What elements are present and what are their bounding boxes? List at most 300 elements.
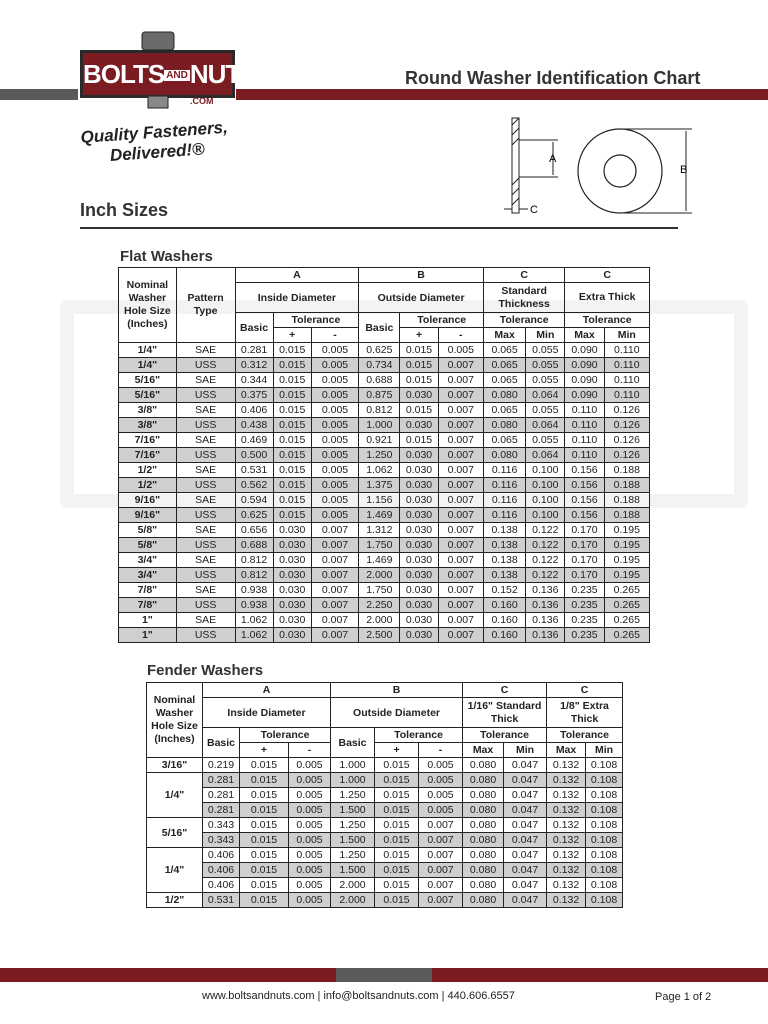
table-cell: 0.170 [565, 523, 604, 538]
table-cell: 0.344 [235, 373, 273, 388]
table-cell: 0.122 [526, 523, 565, 538]
table-cell: SAE [176, 463, 235, 478]
table-cell: 0.030 [400, 508, 438, 523]
table-cell: 1.312 [359, 523, 400, 538]
table-cell: 0.138 [483, 523, 525, 538]
table-cell: 0.055 [526, 403, 565, 418]
table-cell: 0.132 [547, 893, 586, 908]
table-cell: 0.160 [483, 628, 525, 643]
table-cell: 0.015 [375, 803, 419, 818]
table-cell: 7/8" [119, 583, 177, 598]
col-basic-b: Basic [359, 313, 400, 343]
table-cell: 0.343 [203, 833, 240, 848]
table-cell: 2.000 [331, 893, 375, 908]
table-cell: 0.375 [235, 388, 273, 403]
table-cell: 0.110 [565, 448, 604, 463]
col-a: A [235, 268, 359, 283]
table-cell: 0.100 [526, 493, 565, 508]
table-row [147, 758, 623, 773]
section-divider [80, 227, 678, 229]
fender-col-plus-b: + [375, 743, 419, 758]
table-row [119, 523, 650, 538]
table-cell: 0.055 [526, 373, 565, 388]
logo-and: AND [166, 70, 188, 82]
table-cell: USS [176, 568, 235, 583]
table-cell: SAE [176, 343, 235, 358]
table-cell: 0.015 [273, 403, 311, 418]
table-cell: 0.531 [235, 463, 273, 478]
col-c-extra: C [565, 268, 650, 283]
fender-washers-table [146, 682, 623, 908]
table-row [119, 598, 650, 613]
footer-contact[interactable]: www.boltsandnuts.com | info@boltsandnuts.com | 440.606.6557 [202, 990, 515, 1002]
table-cell: SAE [176, 613, 235, 628]
col-plus-a: + [273, 328, 311, 343]
col-minus-b: - [438, 328, 483, 343]
table-cell: 0.195 [604, 538, 649, 553]
table-cell: 0.406 [203, 863, 240, 878]
logo-com: .COM [190, 96, 214, 106]
table-cell: 7/16" [119, 433, 177, 448]
col-tol-a: Tolerance [273, 313, 359, 328]
table-cell: 0.108 [586, 848, 623, 863]
table-cell: 0.015 [273, 448, 311, 463]
table-cell: 0.007 [311, 628, 358, 643]
fender-col-max-c1: Max [463, 743, 504, 758]
table-cell: 0.015 [240, 833, 289, 848]
table-cell: 0.015 [375, 758, 419, 773]
table-cell: SAE [176, 433, 235, 448]
table-row [119, 343, 650, 358]
table-cell: 0.235 [565, 598, 604, 613]
table-cell: 0.688 [235, 538, 273, 553]
table-cell: 0.015 [375, 878, 419, 893]
table-cell: 0.065 [483, 343, 525, 358]
table-cell: 0.030 [400, 598, 438, 613]
table-cell: 0.100 [526, 508, 565, 523]
table-cell: 0.108 [586, 758, 623, 773]
table-cell: 2.500 [359, 628, 400, 643]
table-cell: 0.030 [400, 463, 438, 478]
table-cell: 0.080 [463, 788, 504, 803]
table-cell: USS [176, 508, 235, 523]
col-min-c2: Min [604, 328, 649, 343]
table-cell: 0.195 [604, 568, 649, 583]
table-cell: 0.007 [438, 553, 483, 568]
table-cell: 5/8" [119, 538, 177, 553]
bolt-head-icon [138, 30, 178, 52]
table-row [147, 788, 623, 803]
table-cell: 0.116 [483, 493, 525, 508]
table-cell: 0.110 [604, 358, 649, 373]
table-cell: 0.156 [565, 478, 604, 493]
table-cell: 0.015 [400, 343, 438, 358]
table-cell: 1.062 [235, 613, 273, 628]
table-cell: 0.080 [483, 418, 525, 433]
label-b: B [680, 164, 688, 176]
table-cell: 1.000 [331, 758, 375, 773]
table-cell: 1.000 [359, 418, 400, 433]
table-cell: 9/16" [119, 493, 177, 508]
table-cell: 0.110 [565, 433, 604, 448]
table-cell: 0.007 [438, 508, 483, 523]
table-cell: 0.625 [359, 343, 400, 358]
table-cell: 0.281 [203, 803, 240, 818]
table-cell: 0.080 [463, 833, 504, 848]
table-cell: 0.007 [438, 463, 483, 478]
table-cell: 0.126 [604, 403, 649, 418]
table-cell: 0.005 [289, 833, 331, 848]
table-cell: 0.656 [235, 523, 273, 538]
table-cell: 0.030 [400, 448, 438, 463]
table-cell: 0.005 [311, 448, 358, 463]
table-row [119, 433, 650, 448]
table-cell: 0.007 [419, 893, 463, 908]
table-cell: 0.005 [289, 893, 331, 908]
fender-col-extra-thick: 1/8" Extra Thick [547, 698, 623, 728]
table-cell: 0.126 [604, 448, 649, 463]
fender-col-inside-diameter: Inside Diameter [203, 698, 331, 728]
table-cell: 0.265 [604, 598, 649, 613]
hole-size-cell: 1/4" [147, 848, 203, 893]
table-cell: 0.080 [463, 863, 504, 878]
table-cell: 0.015 [400, 433, 438, 448]
table-cell: 0.108 [586, 878, 623, 893]
table-cell: 0.007 [311, 583, 358, 598]
table-cell: 0.110 [565, 418, 604, 433]
table-cell: 7/8" [119, 598, 177, 613]
table-cell: SAE [176, 403, 235, 418]
table-cell: 0.122 [526, 568, 565, 583]
table-cell: 0.015 [273, 478, 311, 493]
table-cell: 0.136 [526, 583, 565, 598]
table-cell: 0.055 [526, 358, 565, 373]
fender-col-min-c1: Min [504, 743, 547, 758]
table-cell: 1" [119, 613, 177, 628]
table-cell: 0.007 [438, 583, 483, 598]
table-cell: 0.007 [438, 523, 483, 538]
table-cell: USS [176, 448, 235, 463]
table-cell: 0.160 [483, 613, 525, 628]
col-outside-diameter: Outside Diameter [359, 283, 484, 313]
table-cell: 0.007 [438, 418, 483, 433]
table-cell: 0.055 [526, 343, 565, 358]
table-cell: 1.750 [359, 583, 400, 598]
table-cell: 0.005 [419, 803, 463, 818]
table-cell: 0.005 [311, 403, 358, 418]
label-c: C [530, 204, 538, 216]
table-cell: 0.007 [419, 878, 463, 893]
table-cell: 0.406 [235, 403, 273, 418]
col-basic-a: Basic [235, 313, 273, 343]
table-cell: 0.005 [289, 878, 331, 893]
table-cell: 0.132 [547, 878, 586, 893]
table-cell: 0.007 [311, 523, 358, 538]
table-cell: 0.064 [526, 448, 565, 463]
table-cell: 0.108 [586, 893, 623, 908]
table-cell: 3/8" [119, 418, 177, 433]
table-cell: 0.116 [483, 508, 525, 523]
table-cell: 0.080 [463, 818, 504, 833]
table-cell: 0.005 [289, 773, 331, 788]
flat-washers-title: Flat Washers [120, 248, 213, 265]
table-cell: 0.030 [273, 553, 311, 568]
fender-col-min-c2: Min [586, 743, 623, 758]
col-nominal: Nominal Washer Hole Size (Inches) [119, 268, 177, 343]
table-cell: 0.005 [419, 773, 463, 788]
table-cell: 0.235 [565, 613, 604, 628]
table-cell: 7/16" [119, 448, 177, 463]
table-row [119, 583, 650, 598]
table-cell: 0.015 [400, 358, 438, 373]
table-cell: 0.156 [565, 508, 604, 523]
table-cell: 0.007 [438, 433, 483, 448]
table-cell: 0.064 [526, 418, 565, 433]
section-title: Inch Sizes [80, 200, 169, 220]
tagline-line1: Quality Fasteners, [80, 117, 229, 147]
table-cell: 0.015 [375, 893, 419, 908]
table-cell: 0.080 [463, 878, 504, 893]
table-cell: 0.007 [311, 568, 358, 583]
table-cell: 0.136 [526, 613, 565, 628]
bolt-shank-icon [146, 96, 170, 110]
table-cell: 0.734 [359, 358, 400, 373]
table-cell: 1.250 [359, 448, 400, 463]
table-cell: SAE [176, 493, 235, 508]
table-cell: 0.110 [604, 373, 649, 388]
table-cell: 0.188 [604, 493, 649, 508]
table-cell: 0.406 [203, 878, 240, 893]
table-cell: 0.047 [504, 863, 547, 878]
table-cell: 0.065 [483, 433, 525, 448]
fender-col-standard-thick: 1/16" Standard Thick [463, 698, 547, 728]
table-cell: 0.108 [586, 773, 623, 788]
table-cell: 0.126 [604, 433, 649, 448]
fender-col-a: A [203, 683, 331, 698]
table-cell: 0.812 [359, 403, 400, 418]
table-cell: 0.007 [438, 613, 483, 628]
table-cell: 0.080 [483, 388, 525, 403]
hole-size-cell: 1/2" [147, 893, 203, 908]
table-row [119, 358, 650, 373]
table-cell: 0.100 [526, 463, 565, 478]
col-max-c2: Max [565, 328, 604, 343]
table-cell: 0.812 [235, 568, 273, 583]
fender-col-b: B [331, 683, 463, 698]
hole-size-cell: 1/4" [147, 773, 203, 818]
table-cell: 0.047 [504, 818, 547, 833]
table-cell: 0.047 [504, 893, 547, 908]
col-tol-c1: Tolerance [483, 313, 564, 328]
logo-bolts: BOLTS [83, 59, 165, 89]
table-cell: 0.500 [235, 448, 273, 463]
table-cell: 0.343 [203, 818, 240, 833]
fender-col-basic-a: Basic [203, 728, 240, 758]
table-cell: 0.065 [483, 403, 525, 418]
table-cell: 0.007 [438, 478, 483, 493]
table-cell: 0.065 [483, 358, 525, 373]
table-cell: 0.281 [203, 788, 240, 803]
table-cell: SAE [176, 523, 235, 538]
table-cell: 0.007 [311, 613, 358, 628]
table-cell: 0.005 [289, 803, 331, 818]
table-row [147, 863, 623, 878]
table-cell: 0.030 [400, 568, 438, 583]
table-cell: 0.132 [547, 863, 586, 878]
table-cell: 0.065 [483, 373, 525, 388]
table-cell: 0.015 [375, 833, 419, 848]
table-cell: 0.080 [463, 758, 504, 773]
table-cell: 0.195 [604, 523, 649, 538]
table-cell: 0.015 [240, 878, 289, 893]
table-cell: 2.000 [359, 613, 400, 628]
table-cell: 0.015 [240, 803, 289, 818]
table-cell: 0.005 [438, 343, 483, 358]
table-cell: 0.235 [565, 628, 604, 643]
table-cell: 0.938 [235, 598, 273, 613]
table-row [119, 493, 650, 508]
table-cell: 0.005 [289, 848, 331, 863]
table-cell: 0.406 [203, 848, 240, 863]
table-cell: 0.015 [273, 388, 311, 403]
table-cell: 0.005 [289, 758, 331, 773]
table-cell: 1/2" [119, 463, 177, 478]
table-cell: 0.132 [547, 773, 586, 788]
table-cell: 1.500 [331, 803, 375, 818]
table-cell: 0.170 [565, 568, 604, 583]
table-cell: 0.108 [586, 863, 623, 878]
table-cell: 0.108 [586, 788, 623, 803]
table-cell: 0.015 [273, 508, 311, 523]
table-row [119, 478, 650, 493]
table-cell: 0.007 [438, 568, 483, 583]
table-cell: 0.005 [311, 388, 358, 403]
table-cell: 1.250 [331, 788, 375, 803]
fender-col-outside-diameter: Outside Diameter [331, 698, 463, 728]
table-cell: 0.030 [273, 538, 311, 553]
table-row [147, 893, 623, 908]
table-row [119, 538, 650, 553]
table-cell: 0.005 [311, 433, 358, 448]
table-cell: 0.265 [604, 613, 649, 628]
table-cell: 0.531 [203, 893, 240, 908]
table-row [147, 803, 623, 818]
table-cell: 0.116 [483, 463, 525, 478]
table-cell: 0.235 [565, 583, 604, 598]
table-cell: 0.015 [400, 373, 438, 388]
table-cell: 0.007 [419, 833, 463, 848]
col-extra-thick: Extra Thick [565, 283, 650, 313]
table-cell: 0.007 [419, 848, 463, 863]
table-cell: 1.750 [359, 538, 400, 553]
table-cell: 0.007 [438, 598, 483, 613]
col-minus-a: - [311, 328, 358, 343]
fender-col-tol-c1: Tolerance [463, 728, 547, 743]
table-cell: 0.132 [547, 803, 586, 818]
footer-bar-left [0, 968, 336, 982]
table-cell: 0.116 [483, 478, 525, 493]
table-cell: 0.562 [235, 478, 273, 493]
table-cell: 0.170 [565, 553, 604, 568]
washer-inner-circle [604, 155, 636, 187]
table-cell: 0.090 [565, 358, 604, 373]
table-cell: 0.015 [273, 343, 311, 358]
table-cell: 0.108 [586, 803, 623, 818]
table-cell: USS [176, 478, 235, 493]
table-cell: 0.015 [273, 373, 311, 388]
table-cell: SAE [176, 373, 235, 388]
table-row [119, 568, 650, 583]
table-cell: 0.007 [438, 493, 483, 508]
table-cell: 0.030 [273, 628, 311, 643]
header-bar-left [0, 89, 78, 100]
table-row [119, 403, 650, 418]
table-cell: 0.110 [604, 343, 649, 358]
table-row [119, 388, 650, 403]
table-cell: 0.108 [586, 833, 623, 848]
table-cell: 0.015 [375, 848, 419, 863]
logo-nuts: NUTS [189, 59, 257, 89]
table-cell: 0.080 [463, 848, 504, 863]
table-cell: 0.007 [438, 448, 483, 463]
table-cell: 0.015 [273, 433, 311, 448]
table-cell: 0.312 [235, 358, 273, 373]
table-cell: 0.005 [311, 508, 358, 523]
table-cell: 0.007 [419, 818, 463, 833]
fender-col-c-extra: C [547, 683, 623, 698]
table-cell: 0.132 [547, 818, 586, 833]
table-cell: 0.007 [419, 863, 463, 878]
col-inside-diameter: Inside Diameter [235, 283, 359, 313]
table-row [119, 463, 650, 478]
table-cell: 0.110 [604, 388, 649, 403]
table-cell: 0.005 [311, 493, 358, 508]
table-cell: 0.007 [438, 538, 483, 553]
table-row [147, 878, 623, 893]
fender-col-tol-b: Tolerance [375, 728, 463, 743]
fender-col-basic-b: Basic [331, 728, 375, 758]
table-cell: 0.005 [289, 863, 331, 878]
table-cell: USS [176, 388, 235, 403]
table-cell: 0.030 [400, 613, 438, 628]
table-cell: 0.047 [504, 848, 547, 863]
table-cell: 0.064 [526, 388, 565, 403]
washer-diagram [500, 115, 700, 225]
table-cell: 1/4" [119, 358, 177, 373]
table-cell: SAE [176, 583, 235, 598]
table-cell: 0.030 [273, 568, 311, 583]
table-cell: 0.080 [463, 773, 504, 788]
table-cell: 0.812 [235, 553, 273, 568]
table-row [147, 833, 623, 848]
table-cell: 0.938 [235, 583, 273, 598]
table-cell: 0.015 [375, 863, 419, 878]
table-cell: 0.100 [526, 478, 565, 493]
table-cell: 0.015 [240, 758, 289, 773]
table-cell: 0.594 [235, 493, 273, 508]
table-cell: 0.030 [400, 478, 438, 493]
table-cell: 0.921 [359, 433, 400, 448]
table-cell: 5/8" [119, 523, 177, 538]
table-cell: 1/2" [119, 478, 177, 493]
table-cell: 0.030 [400, 628, 438, 643]
table-cell: 0.015 [273, 358, 311, 373]
table-cell: 0.156 [565, 493, 604, 508]
table-cell: 1.062 [235, 628, 273, 643]
table-cell: 0.132 [547, 758, 586, 773]
table-cell: 0.090 [565, 343, 604, 358]
table-cell: 0.080 [483, 448, 525, 463]
